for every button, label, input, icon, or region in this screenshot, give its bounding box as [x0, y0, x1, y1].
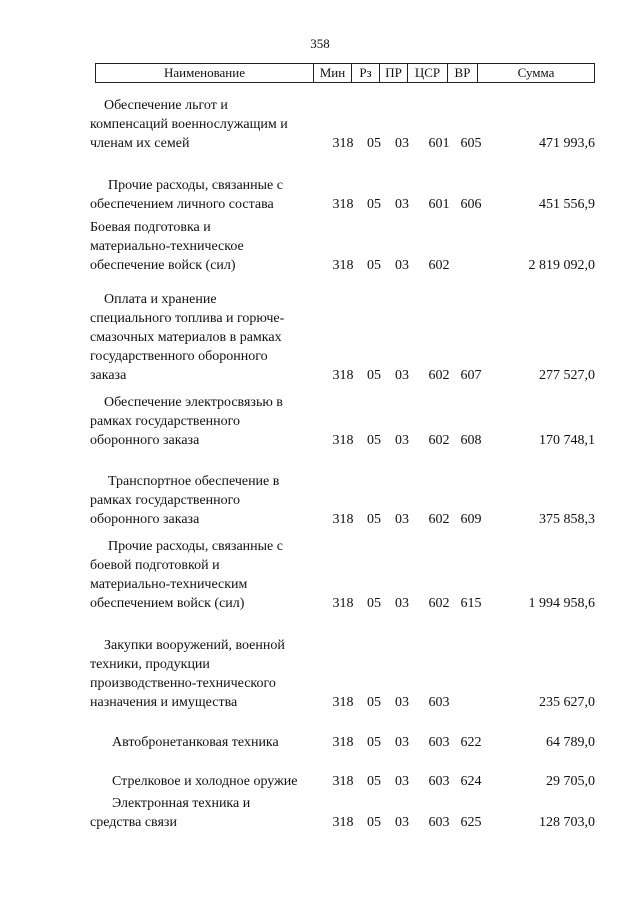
row-pr: 03 — [395, 596, 409, 611]
row-rz: 05 — [367, 596, 381, 611]
table-row — [0, 537, 640, 613]
row-rz: 05 — [367, 197, 381, 212]
row-name: Автобронетанковая техника — [112, 735, 279, 750]
row-min: 318 — [332, 368, 354, 383]
row-min: 318 — [332, 695, 354, 710]
row-vr: 625 — [460, 815, 482, 830]
row-min: 318 — [332, 136, 354, 151]
row-min: 318 — [332, 433, 354, 448]
row-sum: 64 789,0 — [546, 735, 595, 750]
row-min: 318 — [332, 596, 354, 611]
table-row — [0, 96, 640, 153]
table-row — [0, 393, 640, 450]
row-csr: 603 — [428, 815, 450, 830]
column-header-pr: ПР — [380, 64, 408, 82]
row-min: 318 — [332, 815, 354, 830]
row-sum: 1 994 958,6 — [528, 596, 595, 611]
row-pr: 03 — [395, 258, 409, 273]
column-header-rz: Рз — [352, 64, 380, 82]
table-row — [0, 176, 640, 214]
row-rz: 05 — [367, 368, 381, 383]
row-pr: 03 — [395, 368, 409, 383]
row-csr: 603 — [428, 735, 450, 750]
row-rz: 05 — [367, 512, 381, 527]
row-sum: 29 705,0 — [546, 774, 595, 789]
row-pr: 03 — [395, 197, 409, 212]
row-pr: 03 — [395, 512, 409, 527]
row-vr: 609 — [460, 512, 482, 527]
row-sum: 2 819 092,0 — [528, 258, 595, 273]
row-sum: 170 748,1 — [539, 433, 595, 448]
table-row — [0, 218, 640, 275]
row-pr: 03 — [395, 695, 409, 710]
row-csr: 602 — [428, 433, 450, 448]
row-sum: 128 703,0 — [539, 815, 595, 830]
row-min: 318 — [332, 258, 354, 273]
row-pr: 03 — [395, 815, 409, 830]
column-header-name: Наименование — [96, 64, 314, 82]
row-name: Боевая подготовка и материально-техническое обеспечение войск (сил) — [90, 220, 244, 273]
table-row — [0, 472, 640, 529]
column-header-csr: ЦСР — [408, 64, 448, 82]
row-vr: 605 — [460, 136, 482, 151]
row-min: 318 — [332, 735, 354, 750]
table-row — [0, 636, 640, 712]
row-name: Транспортное обеспечение в рамках государственного оборонного заказа — [90, 474, 280, 527]
row-rz: 05 — [367, 136, 381, 151]
row-name: Прочие расходы, связанные с боевой подготовкой и материально-техническим обеспечением войск (сил) — [90, 539, 283, 611]
row-min: 318 — [332, 774, 354, 789]
row-pr: 03 — [395, 136, 409, 151]
row-csr: 602 — [428, 368, 450, 383]
row-rz: 05 — [367, 695, 381, 710]
row-sum: 471 993,6 — [539, 136, 595, 151]
row-csr: 602 — [428, 512, 450, 527]
table-row — [0, 772, 640, 791]
row-name: Закупки вооружений, военной техники, продукции производственно-технического назначения и имущества — [90, 638, 285, 710]
row-min: 318 — [332, 512, 354, 527]
row-rz: 05 — [367, 735, 381, 750]
row-csr: 601 — [428, 136, 450, 151]
row-pr: 03 — [395, 433, 409, 448]
row-name: Обеспечение льгот и компенсаций военнослужащим и членам их семей — [90, 98, 288, 151]
row-csr: 602 — [428, 258, 450, 273]
row-sum: 235 627,0 — [539, 695, 595, 710]
row-sum: 277 527,0 — [539, 368, 595, 383]
row-vr: 608 — [460, 433, 482, 448]
row-sum: 375 858,3 — [539, 512, 595, 527]
row-name: Стрелковое и холодное оружие — [112, 774, 298, 789]
row-vr: 607 — [460, 368, 482, 383]
row-sum: 451 556,9 — [539, 197, 595, 212]
row-name: Электронная техника и средства связи — [90, 796, 251, 830]
row-vr: 615 — [460, 596, 482, 611]
row-vr: 622 — [460, 735, 482, 750]
page-number: 358 — [310, 36, 330, 51]
row-min: 318 — [332, 197, 354, 212]
table-header — [95, 63, 595, 83]
column-header-vr: ВР — [448, 64, 478, 82]
row-vr: 606 — [460, 197, 482, 212]
row-pr: 03 — [395, 774, 409, 789]
column-header-sum: Сумма — [517, 65, 555, 80]
row-pr: 03 — [395, 735, 409, 750]
row-name: Оплата и хранение специального топлива и горюче- смазочных материалов в рамках государственного оборонного заказа — [90, 292, 285, 383]
row-csr: 601 — [428, 197, 450, 212]
row-csr: 603 — [428, 774, 450, 789]
table-row — [0, 290, 640, 385]
row-csr: 603 — [428, 695, 450, 710]
row-name: Прочие расходы, связанные с обеспечением личного состава — [90, 178, 283, 212]
row-vr: 624 — [460, 774, 482, 789]
row-name: Обеспечение электросвязью в рамках государственного оборонного заказа — [90, 395, 283, 448]
row-rz: 05 — [367, 774, 381, 789]
column-header-min: Мин — [314, 64, 352, 82]
row-rz: 05 — [367, 258, 381, 273]
row-csr: 602 — [428, 596, 450, 611]
row-rz: 05 — [367, 433, 381, 448]
row-rz: 05 — [367, 815, 381, 830]
table-row — [0, 733, 640, 752]
table-row — [0, 794, 640, 832]
